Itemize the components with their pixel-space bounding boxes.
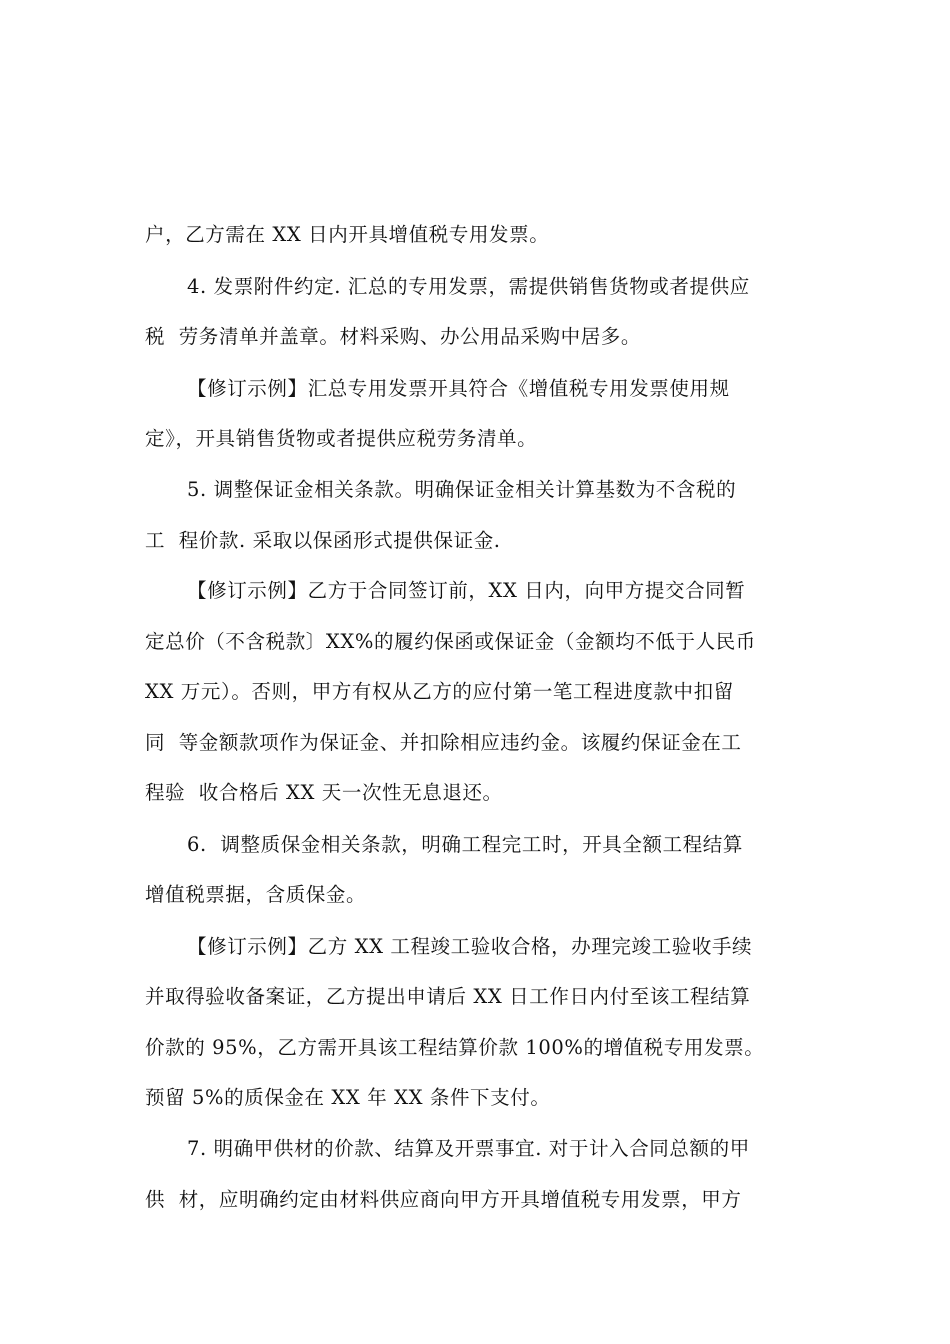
text-line-12: 程验 收合格后 XX 天一次性无息退还。 [145,781,503,804]
text-line-15: 【修订示例】乙方 XX 工程竣工验收合格，办理完竣工验收手续 [187,935,753,958]
text-line-11: 同 等金额款项作为保证金、并扣除相应违约金。该履约保证金在工 [145,731,742,754]
text-line-9: 定总价（不含税款〕XX%的履约保函或保证金（金额均不低于人民币 [145,630,756,653]
text-line-17: 价款的 95%，乙方需开具该工程结算价款 100%的增值税专用发票。 [145,1036,765,1059]
text-line-16: 并取得验收备案证，乙方提出申请后 XX 日工作日内付至该工程结算 [145,985,751,1008]
text-line-4: 【修订示例】汇总专用发票开具符合《增值税专用发票使用规 [187,377,730,400]
text-line-6: 5. 调整保证金相关条款。明确保证金相关计算基数为不含税的 [187,478,737,501]
text-line-1: 户，乙方需在 XX 日内开具增值税专用发票。 [145,223,550,246]
text-line-19: 7. 明确甲供材的价款、结算及开票事宜. 对于计入合同总额的甲 [187,1137,750,1160]
text-line-2: 4. 发票附件约定. 汇总的专用发票，需提供销售货物或者提供应 [187,275,750,298]
text-line-5: 定》，开具销售货物或者提供应税劳务清单。 [145,427,538,450]
text-line-13: 6. 调整质保金相关条款，明确工程完工时，开具全额工程结算 [187,833,744,856]
text-line-20: 供 材，应明确约定由材料供应商向甲方开具增值税专用发票，甲方 [145,1188,742,1211]
text-line-8: 【修订示例】乙方于合同签订前，XX 日内，向甲方提交合同暂 [187,579,746,602]
text-line-7: 工 程价款. 采取以保函形式提供保证金. [145,529,501,552]
text-line-10: XX 万元）。否则，甲方有权从乙方的应付第一笔工程进度款中扣留 [145,680,734,703]
text-line-18: 预留 5%的质保金在 XX 年 XX 条件下支付。 [145,1086,551,1109]
text-line-14: 增值税票据，含质保金。 [145,883,367,906]
text-line-3: 税 劳务清单并盖章。材料采购、办公用品采购中居多。 [145,325,641,348]
